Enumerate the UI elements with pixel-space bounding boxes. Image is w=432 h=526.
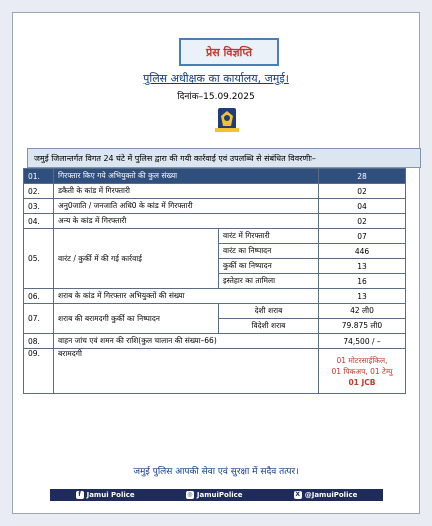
badge-label: प्रेस विज्ञप्ति bbox=[205, 45, 253, 59]
table-row bbox=[24, 289, 406, 304]
press-release-badge bbox=[179, 38, 279, 66]
summary-heading: जमुई जिलान्तर्गत विगत 24 घंटे में पुलिस द्वारा की गयी कार्रवाई एवं उपलब्धि से संबंधित विवरणीः– bbox=[27, 148, 421, 168]
row-value: 28 bbox=[319, 169, 406, 184]
recovery-line: 01 पिकअप, 01 टेम्पु bbox=[331, 366, 393, 376]
x-label: @JamuiPolice bbox=[304, 491, 358, 499]
facebook-icon: f bbox=[76, 491, 84, 499]
row-label: वाहन जांच एवं शमन की राशि(कुल चालान की संख्या–66) bbox=[54, 334, 319, 349]
x-icon: X bbox=[295, 491, 301, 498]
row-label: अन्य के कांड में गिरफ्तारी bbox=[54, 214, 319, 229]
release-date: दिनांक–15.09.2025 bbox=[177, 92, 255, 102]
row-number: 04. bbox=[24, 214, 54, 229]
row-value: 02 bbox=[319, 214, 406, 229]
instagram-link[interactable] bbox=[186, 491, 243, 499]
recovery-line: 01 JCB bbox=[348, 377, 376, 387]
table-row bbox=[24, 349, 406, 394]
table-row bbox=[24, 169, 406, 184]
sub-value: 13 bbox=[319, 259, 406, 274]
social-bar bbox=[50, 489, 383, 501]
sub-label: विदेशी शराब bbox=[219, 319, 319, 334]
row-label: शराब के कांड में गिरफ्तार अभियुक्तों की संख्या bbox=[54, 289, 319, 304]
recovery-details bbox=[319, 349, 406, 394]
sub-label: देशी शराब bbox=[219, 304, 319, 319]
row-value: 13 bbox=[319, 289, 406, 304]
sub-value: 16 bbox=[319, 274, 406, 289]
table-row bbox=[24, 334, 406, 349]
recovery-line: 01 मोटरसाईकिल, bbox=[336, 355, 388, 365]
row-number: 03. bbox=[24, 199, 54, 214]
sub-value: 446 bbox=[319, 244, 406, 259]
instagram-icon: ◎ bbox=[187, 491, 193, 498]
row-number: 09. bbox=[24, 349, 54, 394]
table-row bbox=[24, 214, 406, 229]
row-number: 05. bbox=[24, 229, 54, 289]
table-row bbox=[24, 184, 406, 199]
row-value: 04 bbox=[319, 199, 406, 214]
footer-slogan: जमुई पुलिस आपकी सेवा एवं सुरक्षा में सदैव तत्पर। bbox=[133, 467, 299, 477]
sub-value: 79.875 ली0 bbox=[319, 319, 406, 334]
row-label: बरामदगी bbox=[54, 349, 319, 394]
instagram-label: JamuiPolice bbox=[196, 491, 243, 499]
sub-label: कुर्की का निष्पादन bbox=[219, 259, 319, 274]
table-row bbox=[24, 229, 406, 244]
row-value: 02 bbox=[319, 184, 406, 199]
police-emblem-icon bbox=[209, 106, 245, 134]
table-row bbox=[24, 304, 406, 319]
sub-value: 07 bbox=[319, 229, 406, 244]
facebook-link[interactable] bbox=[76, 491, 135, 499]
office-title: पुलिस अधीक्षक का कार्यालय, जमुई। bbox=[143, 72, 289, 85]
action-table bbox=[23, 168, 406, 394]
row-number: 08. bbox=[24, 334, 54, 349]
facebook-label: Jamui Police bbox=[86, 491, 135, 499]
row-number: 06. bbox=[24, 289, 54, 304]
sub-label: वारंट में गिरफ्तारी bbox=[219, 229, 319, 244]
row-number: 02. bbox=[24, 184, 54, 199]
sub-label: वारंट का निष्पादन bbox=[219, 244, 319, 259]
x-link[interactable] bbox=[294, 491, 358, 499]
row-label: शराब की बरामदगी कुर्की का निष्पादन bbox=[54, 304, 219, 334]
row-value: 74,500 / – bbox=[319, 334, 406, 349]
row-number: 07. bbox=[24, 304, 54, 334]
sub-value: 42 ली0 bbox=[319, 304, 406, 319]
row-label: डकैती के कांड में गिरफ्तारी bbox=[54, 184, 319, 199]
row-label: अनु0जाति / जनजाति अधि0 के कांड में गिरफ्तारी bbox=[54, 199, 319, 214]
row-label: गिरफ्तार किए गये अभियुक्तो की कुल संख्या bbox=[54, 169, 319, 184]
row-number: 01. bbox=[24, 169, 54, 184]
sub-label: इस्तेहार का तामिला bbox=[219, 274, 319, 289]
table-row bbox=[24, 199, 406, 214]
row-label: वारंट / कुर्की में की गई कार्रवाई bbox=[54, 229, 219, 289]
